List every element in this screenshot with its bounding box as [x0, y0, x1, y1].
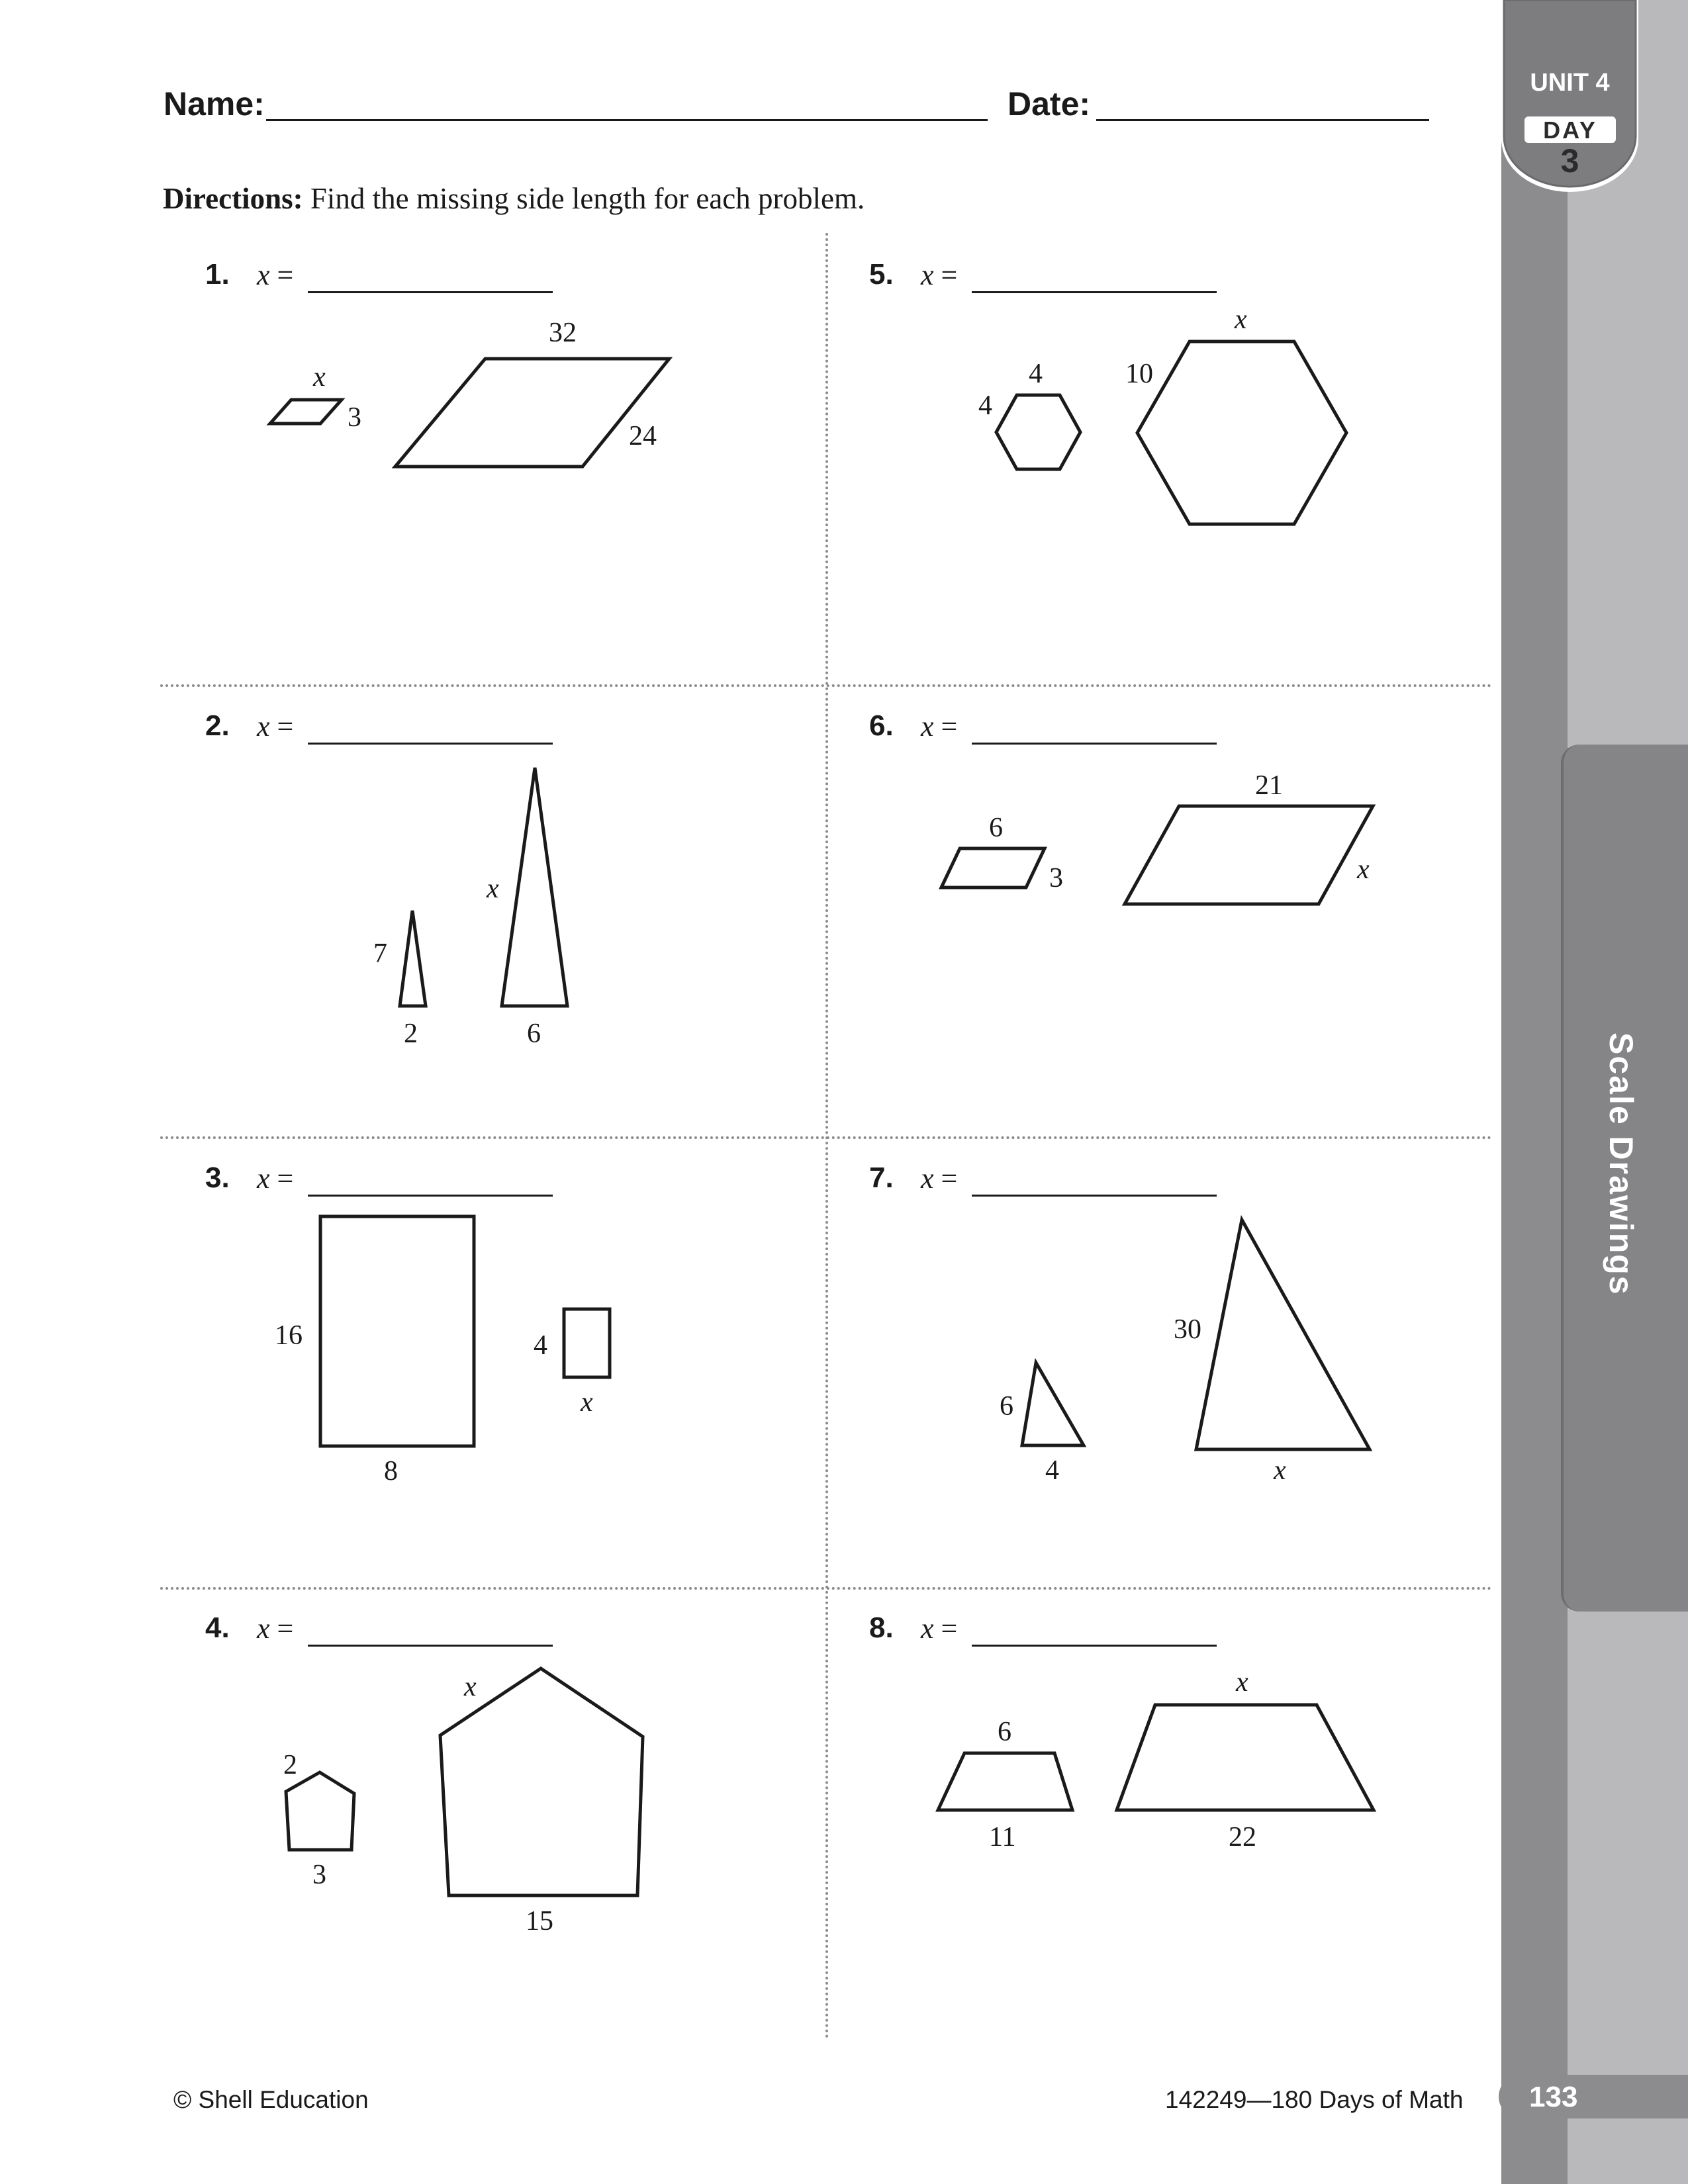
problem-prompt: x = — [921, 1612, 958, 1645]
p5-label: x — [1235, 304, 1247, 335]
problem-number: 6. — [869, 709, 894, 742]
problem-number: 8. — [869, 1612, 894, 1644]
p4-label: 15 — [526, 1906, 553, 1936]
p7-label: 30 — [1174, 1314, 1201, 1345]
p3-large-rectangle — [320, 1216, 474, 1446]
p5-label: 10 — [1125, 359, 1153, 389]
copyright: © Shell Education — [173, 2086, 369, 2113]
p8-large-trapezoid — [1117, 1705, 1374, 1810]
p2-small-triangle — [400, 911, 426, 1006]
problem-number: 4. — [205, 1612, 230, 1644]
p5-small-hexagon — [996, 395, 1080, 469]
p5-label: 4 — [1029, 359, 1043, 389]
problem-number: 7. — [869, 1161, 894, 1194]
p8-label: 22 — [1229, 1822, 1256, 1852]
p1-label: 32 — [549, 318, 577, 348]
p7-large-triangle — [1196, 1220, 1370, 1449]
p2-label: 2 — [404, 1019, 418, 1049]
name-label: Name: — [164, 85, 265, 122]
p4-label: x — [464, 1672, 477, 1702]
p3-small-rectangle — [564, 1309, 610, 1377]
p2-label: x — [487, 874, 499, 904]
p6-label: x — [1357, 854, 1370, 885]
p8-small-trapezoid — [938, 1753, 1072, 1810]
p7-label: 4 — [1045, 1455, 1059, 1486]
book-title: 142249—180 Days of Math — [1165, 2086, 1464, 2113]
problem-number: 3. — [205, 1161, 230, 1194]
page-number-pill — [1499, 2075, 1688, 2118]
p6-label: 6 — [989, 813, 1003, 843]
day-label: DAY — [1524, 116, 1616, 143]
problem-prompt: x = — [257, 259, 294, 291]
p1-label: 24 — [629, 421, 657, 451]
p2-large-triangle — [502, 768, 567, 1006]
p8-label: 6 — [998, 1717, 1011, 1747]
problem-prompt: x = — [257, 1162, 294, 1195]
day-number: 3 — [1560, 142, 1579, 179]
p1-small-parallelogram — [270, 400, 342, 424]
p8-label: x — [1236, 1667, 1248, 1698]
p3-label: 4 — [534, 1330, 547, 1361]
page-number: 133 — [1529, 2081, 1578, 2113]
p4-label: 2 — [283, 1750, 297, 1780]
p1-label: x — [313, 362, 326, 392]
problem-prompt: x = — [921, 259, 958, 291]
p3-label: 8 — [384, 1456, 398, 1486]
p4-small-pentagon — [286, 1772, 354, 1850]
p1-label: 3 — [348, 402, 361, 433]
problem-prompt: x = — [921, 1162, 958, 1195]
p6-large-parallelogram — [1125, 806, 1373, 904]
p7-label: x — [1274, 1455, 1286, 1486]
p4-large-pentagon — [440, 1668, 643, 1895]
p2-label: 7 — [373, 938, 387, 969]
problem-number: 1. — [205, 258, 230, 291]
p5-label: 4 — [978, 390, 992, 421]
problem-prompt: x = — [257, 710, 294, 743]
p6-small-parallelogram — [941, 848, 1045, 887]
p2-label: 6 — [527, 1019, 541, 1049]
p6-label: 3 — [1049, 863, 1063, 893]
unit-label: UNIT 4 — [1530, 69, 1610, 97]
section-title: Scale Drawings — [1603, 1032, 1640, 1296]
p4-label: 3 — [312, 1860, 326, 1890]
p1-large-parallelogram — [395, 359, 669, 467]
problem-number: 2. — [205, 709, 230, 742]
p5-large-hexagon — [1137, 341, 1346, 524]
date-label: Date: — [1008, 85, 1091, 122]
p7-small-triangle — [1022, 1363, 1084, 1445]
directions-text: Find the missing side length for each problem. — [310, 182, 865, 215]
problem-prompt: x = — [257, 1612, 294, 1645]
p7-label: 6 — [1000, 1391, 1013, 1422]
p6-label: 21 — [1255, 770, 1283, 801]
p3-label: 16 — [275, 1320, 303, 1351]
problem-number: 5. — [869, 258, 894, 291]
p3-label: x — [581, 1387, 593, 1418]
problem-prompt: x = — [921, 710, 958, 743]
directions-lead: Directions: — [163, 182, 303, 215]
p8-label: 11 — [989, 1822, 1016, 1852]
